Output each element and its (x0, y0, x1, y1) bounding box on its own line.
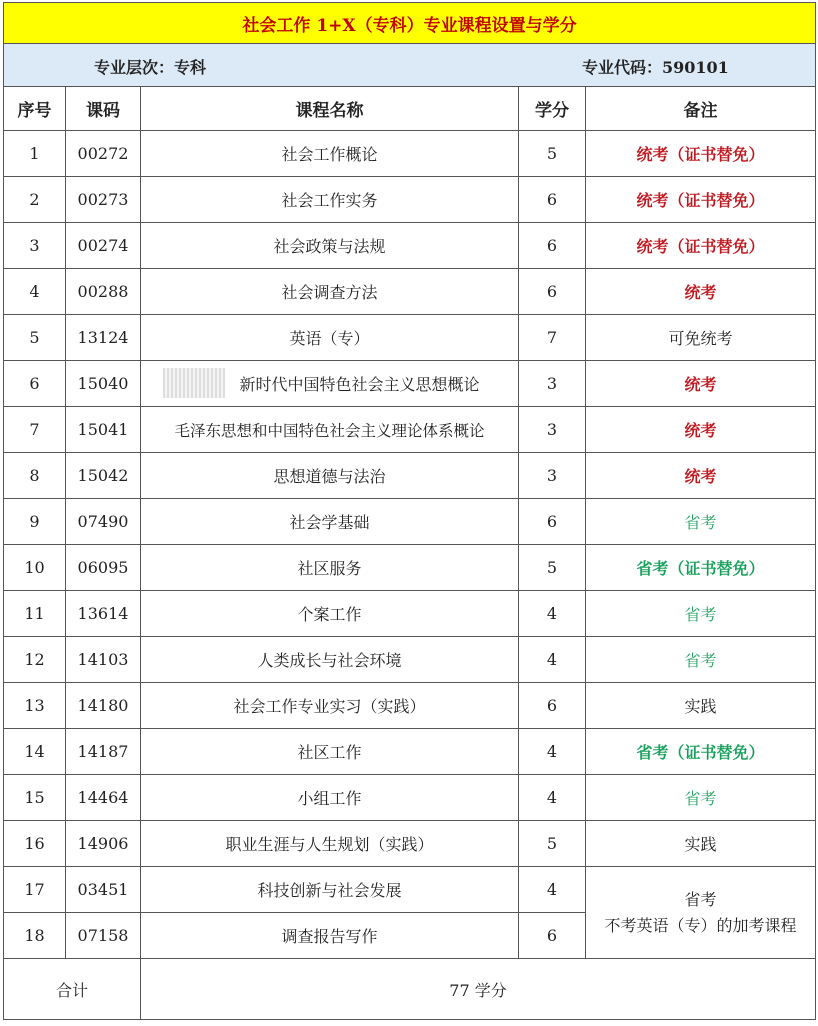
cell-credit: 6 (519, 499, 586, 545)
cell-no: 14 (4, 729, 66, 775)
cell-credit: 6 (519, 683, 586, 729)
cell-credit: 6 (519, 177, 586, 223)
cell-name: 社会工作专业实习（实践） (141, 683, 519, 729)
cell-note: 省考 (586, 591, 816, 637)
table-row (4, 223, 816, 269)
cell-credit: 6 (519, 269, 586, 315)
cell-no: 10 (4, 545, 66, 591)
table-row (4, 131, 816, 177)
cell-note-merged (586, 867, 816, 959)
cell-code: 15040 (66, 361, 141, 407)
cell-credit: 4 (519, 729, 586, 775)
cell-note: 统考 (586, 453, 816, 499)
cell-name: 毛泽东思想和中国特色社会主义理论体系概论 (141, 407, 519, 453)
cell-credit: 3 (519, 361, 586, 407)
cell-credit: 4 (519, 591, 586, 637)
cell-code: 00273 (66, 177, 141, 223)
cell-credit: 6 (519, 913, 586, 959)
cell-name: 人类成长与社会环境 (141, 637, 519, 683)
meta-row (4, 44, 816, 87)
cell-code: 07158 (66, 913, 141, 959)
cell-note: 实践 (586, 821, 816, 867)
cell-credit: 4 (519, 637, 586, 683)
cell-note: 统考 (586, 361, 816, 407)
cell-code: 03451 (66, 867, 141, 913)
merged-note-line2: 不考英语（专）的加考课程 (604, 915, 797, 935)
cell-note: 统考 (586, 269, 816, 315)
course-table (3, 2, 816, 1020)
merged-note-line1: 省考 (684, 889, 717, 909)
meta-cell (4, 44, 816, 87)
cell-credit: 5 (519, 821, 586, 867)
cell-note: 省考 (586, 637, 816, 683)
cell-no: 16 (4, 821, 66, 867)
table-row (4, 407, 816, 453)
table-row (4, 821, 816, 867)
cell-credit: 4 (519, 867, 586, 913)
cell-no: 3 (4, 223, 66, 269)
cell-note: 统考（证书替免） (586, 131, 816, 177)
header-note: 备注 (586, 87, 816, 131)
cell-name: 社会学基础 (141, 499, 519, 545)
cell-code: 00274 (66, 223, 141, 269)
total-value: 77 学分 (141, 959, 816, 1020)
table-row (4, 499, 816, 545)
cell-note: 省考（证书替免） (586, 545, 816, 591)
header-name: 课程名称 (141, 87, 519, 131)
header-no: 序号 (4, 87, 66, 131)
cell-code: 07490 (66, 499, 141, 545)
cell-no: 8 (4, 453, 66, 499)
cell-code: 13614 (66, 591, 141, 637)
table-row (4, 545, 816, 591)
table-row (4, 315, 816, 361)
header-credit: 学分 (519, 87, 586, 131)
cell-credit: 5 (519, 131, 586, 177)
cell-code: 13124 (66, 315, 141, 361)
cell-no: 9 (4, 499, 66, 545)
cell-code: 14906 (66, 821, 141, 867)
major-code: 专业代码：590101 (582, 58, 729, 77)
cell-no: 4 (4, 269, 66, 315)
cell-code: 14187 (66, 729, 141, 775)
cell-name: 社会政策与法规 (141, 223, 519, 269)
cell-no: 12 (4, 637, 66, 683)
table-row (4, 775, 816, 821)
cell-note: 实践 (586, 683, 816, 729)
cell-no: 17 (4, 867, 66, 913)
cell-note: 统考（证书替免） (586, 177, 816, 223)
total-row (4, 959, 816, 1020)
table-row (4, 453, 816, 499)
cell-name: 个案工作 (141, 591, 519, 637)
cell-note: 可免统考 (586, 315, 816, 361)
cell-name: 职业生涯与人生规划（实践） (141, 821, 519, 867)
major-level: 专业层次：专科 (94, 58, 207, 77)
cell-code: 14180 (66, 683, 141, 729)
cell-credit: 6 (519, 223, 586, 269)
cell-code: 00288 (66, 269, 141, 315)
total-label: 合计 (4, 959, 141, 1020)
cell-no: 1 (4, 131, 66, 177)
table-row (4, 269, 816, 315)
cell-note: 省考 (586, 499, 816, 545)
cell-code: 15041 (66, 407, 141, 453)
cell-name: 社会工作概论 (141, 131, 519, 177)
table-row (4, 729, 816, 775)
cell-code: 14464 (66, 775, 141, 821)
cell-name: 科技创新与社会发展 (141, 867, 519, 913)
course-table-container (3, 2, 815, 1020)
cell-name: 小组工作 (141, 775, 519, 821)
cell-note: 省考（证书替免） (586, 729, 816, 775)
cell-code: 00272 (66, 131, 141, 177)
header-row (4, 87, 816, 131)
cell-name: 社区服务 (141, 545, 519, 591)
cell-note: 统考 (586, 407, 816, 453)
cell-no: 15 (4, 775, 66, 821)
cell-no: 13 (4, 683, 66, 729)
header-code: 课码 (66, 87, 141, 131)
cell-note: 统考（证书替免） (586, 223, 816, 269)
cell-no: 7 (4, 407, 66, 453)
table-row (4, 867, 816, 913)
cell-no: 6 (4, 361, 66, 407)
table-title: 社会工作 1+X（专科）专业课程设置与学分 (4, 3, 816, 44)
cell-no: 5 (4, 315, 66, 361)
table-row (4, 361, 816, 407)
cell-name: 英语（专） (141, 315, 519, 361)
cell-code: 06095 (66, 545, 141, 591)
cell-name: 社会调查方法 (141, 269, 519, 315)
cell-credit: 5 (519, 545, 586, 591)
cell-code: 14103 (66, 637, 141, 683)
cell-name: 社区工作 (141, 729, 519, 775)
cell-credit: 4 (519, 775, 586, 821)
cell-note: 省考 (586, 775, 816, 821)
cell-name: 新时代中国特色社会主义思想概论 (141, 361, 519, 407)
cell-name: 社会工作实务 (141, 177, 519, 223)
table-row (4, 591, 816, 637)
cell-code: 15042 (66, 453, 141, 499)
cell-no: 11 (4, 591, 66, 637)
table-row (4, 177, 816, 223)
cell-no: 2 (4, 177, 66, 223)
cell-name: 调查报告写作 (141, 913, 519, 959)
cell-name: 思想道德与法治 (141, 453, 519, 499)
cell-no: 18 (4, 913, 66, 959)
cell-credit: 3 (519, 453, 586, 499)
cell-credit: 7 (519, 315, 586, 361)
table-row (4, 637, 816, 683)
cell-credit: 3 (519, 407, 586, 453)
table-row (4, 683, 816, 729)
title-row (4, 3, 816, 44)
